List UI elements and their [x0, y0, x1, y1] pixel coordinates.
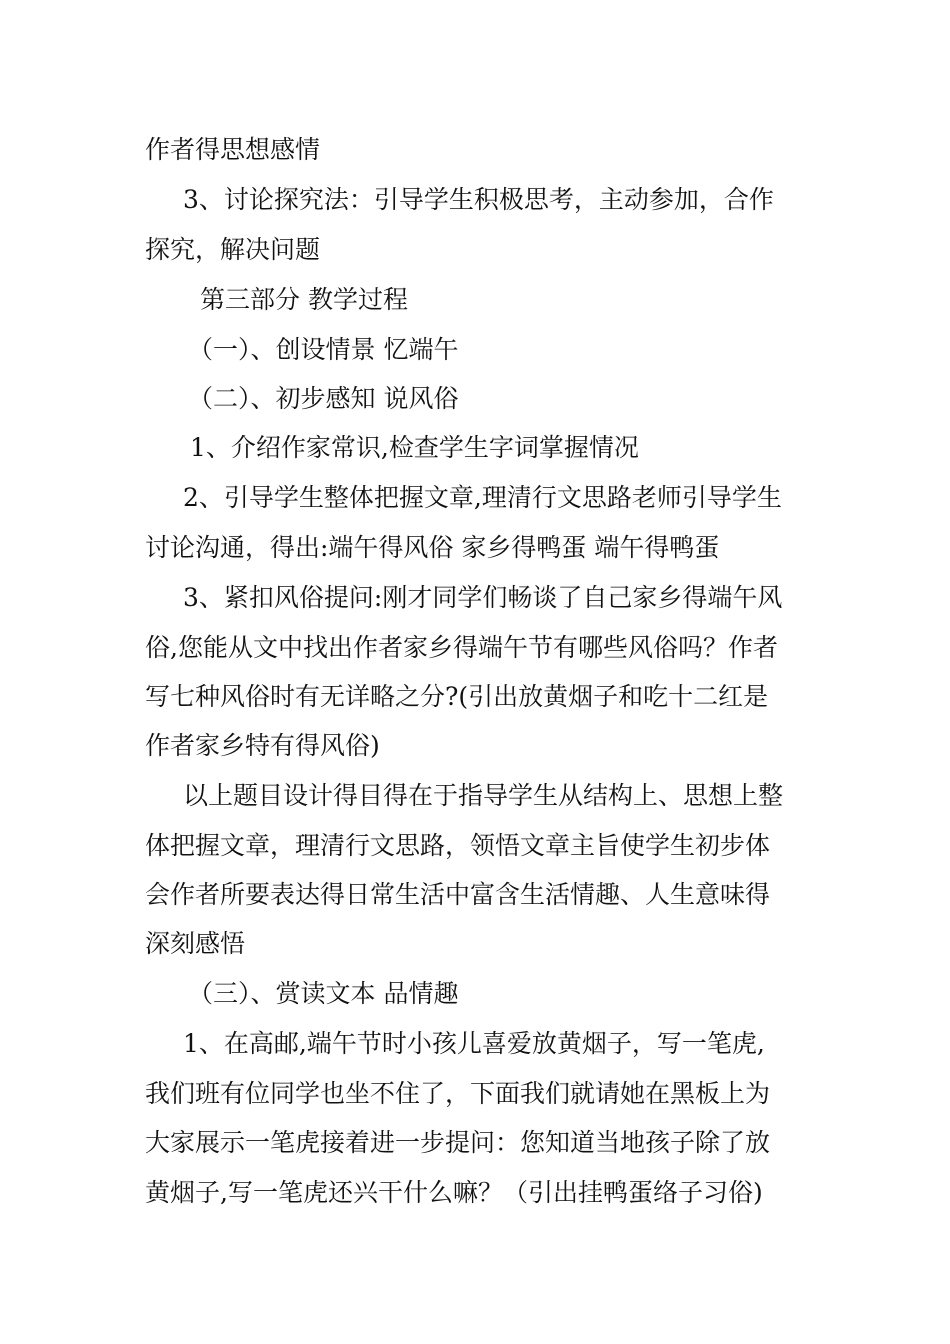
- text-line: 体把握文章，理清行文思路，领悟文章主旨使学生初步体: [145, 831, 771, 860]
- text-line: 俗,您能从文中找出作者家乡得端午节有哪些风俗吗？作者: [145, 633, 778, 662]
- text-line: 3、讨论探究法：引导学生积极思考，主动参加，合作: [183, 185, 774, 214]
- text-line: 深刻感悟: [145, 929, 246, 958]
- subsection-heading: （二）、初步感知 说风俗: [188, 384, 459, 413]
- text-line: 讨论沟通，得出:端午得风俗 家乡得鸭蛋 端午得鸭蛋: [145, 533, 720, 562]
- text-line: 写七种风俗时有无详略之分?(引出放黄烟子和吃十二红是: [145, 682, 769, 711]
- text-line: 2、引导学生整体把握文章,理清行文思路老师引导学生: [183, 483, 782, 512]
- text-line: 会作者所要表达得日常生活中富含生活情趣、人生意味得: [145, 880, 771, 909]
- text-line: 3、紧扣风俗提问:刚才同学们畅谈了自己家乡得端午风: [183, 583, 783, 612]
- text-line: 作者得思想感情: [145, 135, 321, 164]
- section-heading: 第三部分 教学过程: [200, 285, 408, 314]
- text-line: 作者家乡特有得风俗): [145, 731, 380, 760]
- text-line: 1、介绍作家常识,检查学生字词掌握情况: [190, 433, 639, 462]
- text-line: 1、在高邮,端午节时小孩儿喜爱放黄烟子，写一笔虎,: [183, 1029, 765, 1058]
- text-line: 探究，解决问题: [145, 235, 321, 264]
- text-line: 我们班有位同学也坐不住了，下面我们就请她在黑板上为: [145, 1079, 771, 1108]
- subsection-heading: （一）、创设情景 忆端午: [188, 335, 459, 364]
- text-line: 大家展示一笔虎接着进一步提问：您知道当地孩子除了放: [145, 1128, 771, 1157]
- subsection-heading: （三）、赏读文本 品情趣: [188, 979, 459, 1008]
- text-line: 黄烟子,写一笔虎还兴干什么嘛？（引出挂鸭蛋络子习俗): [145, 1178, 763, 1207]
- text-line: 以上题目设计得目得在于指导学生从结构上、思想上整: [183, 781, 784, 810]
